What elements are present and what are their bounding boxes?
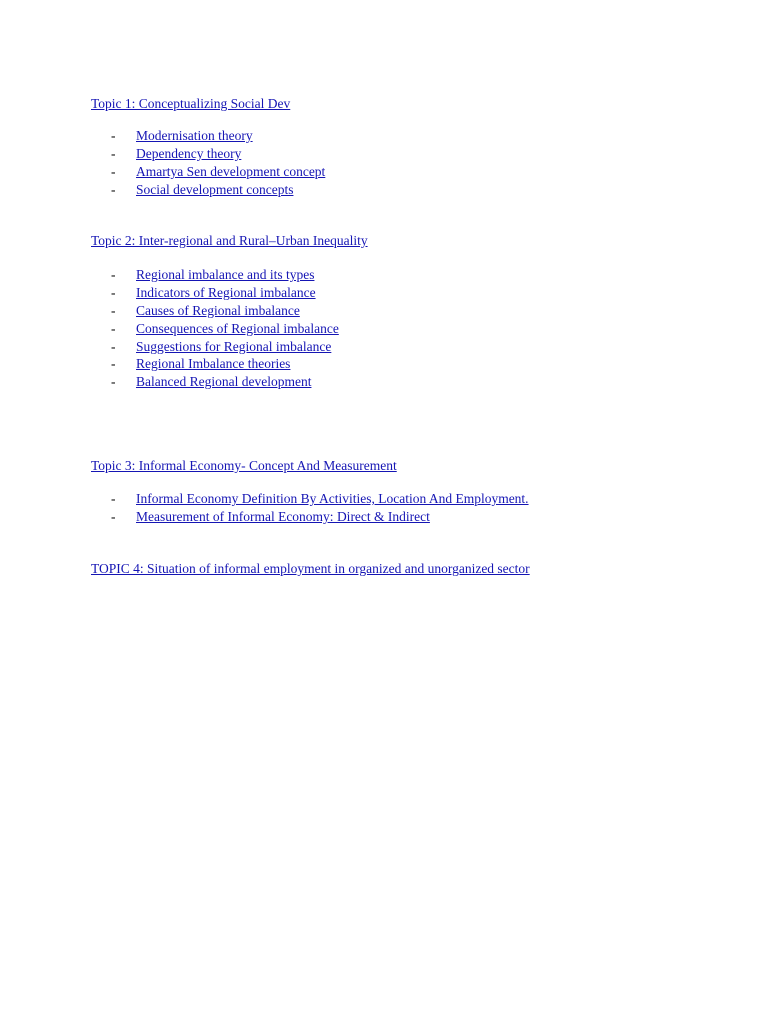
informal-economy-definition-link[interactable]: Informal Economy Definition By Activities, Location And Employment. xyxy=(136,491,529,506)
regional-imbalance-types-link[interactable]: Regional imbalance and its types xyxy=(136,267,315,282)
bullet-dash: - xyxy=(111,320,116,336)
bullet-dash: - xyxy=(111,356,116,372)
bullet-dash: - xyxy=(111,302,116,318)
bullet-dash: - xyxy=(111,163,116,179)
dependency-theory-link[interactable]: Dependency theory xyxy=(136,145,242,161)
topic-4-heading-link[interactable]: TOPIC 4: Situation of informal employment in organized and unorganized sector xyxy=(91,561,530,576)
social-development-concepts-link[interactable]: Social development concepts xyxy=(136,181,294,197)
bullet-dash: - xyxy=(111,374,116,390)
modernisation-theory-link[interactable]: Modernisation theory xyxy=(136,128,253,143)
topic-1-heading-link[interactable]: Topic 1: Conceptualizing Social Dev xyxy=(91,96,291,111)
bullet-dash: - xyxy=(111,284,116,300)
bullet-dash: - xyxy=(111,491,116,506)
suggestions-regional-imbalance-link[interactable]: Suggestions for Regional imbalance xyxy=(136,338,332,354)
bullet-dash: - xyxy=(111,181,116,197)
regional-imbalance-theories-link[interactable]: Regional Imbalance theories xyxy=(136,356,291,372)
consequences-regional-imbalance-link[interactable]: Consequences of Regional imbalance xyxy=(136,320,339,336)
informal-economy-measurement-link[interactable]: Measurement of Informal Economy: Direct & Indirect xyxy=(136,508,430,524)
causes-regional-imbalance-link[interactable]: Causes of Regional imbalance xyxy=(136,302,300,318)
bullet-dash: - xyxy=(111,145,116,161)
topic-3-heading-link[interactable]: Topic 3: Informal Economy- Concept And Measurement xyxy=(91,458,397,473)
topic-2-heading-link[interactable]: Topic 2: Inter-regional and Rural–Urban Inequality xyxy=(91,233,368,248)
bullet-dash: - xyxy=(111,338,116,354)
indicators-regional-imbalance-link[interactable]: Indicators of Regional imbalance xyxy=(136,284,316,300)
bullet-dash: - xyxy=(111,508,116,524)
amartya-sen-concept-link[interactable]: Amartya Sen development concept xyxy=(136,163,326,179)
bullet-dash: - xyxy=(111,267,116,282)
bullet-dash: - xyxy=(111,128,116,143)
balanced-regional-development-link[interactable]: Balanced Regional development xyxy=(136,374,312,390)
